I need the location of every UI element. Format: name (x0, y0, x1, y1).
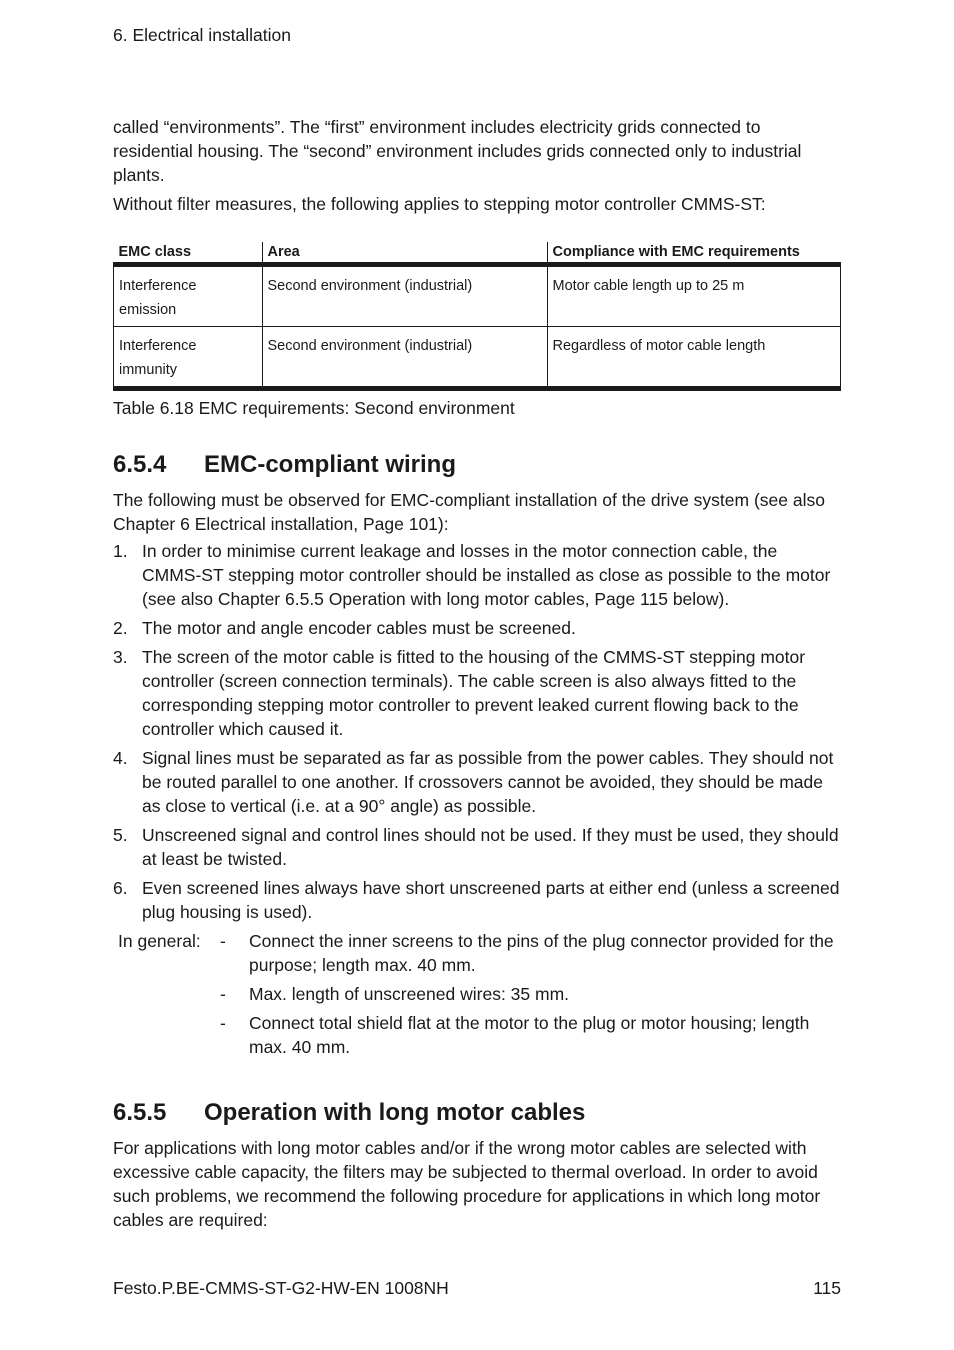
section-heading (113, 1098, 841, 1128)
list-number: 1. (113, 541, 128, 561)
list-item (113, 876, 841, 924)
section-number: 6.5.4 (113, 451, 167, 478)
intro-paragraph-2: Without filter measures, the following applies to stepping motor controller CMMS-ST: (113, 194, 766, 214)
general-label: In general: (118, 931, 201, 951)
table-cell: Interference immunity (114, 327, 263, 389)
bullet-dash: - (220, 1013, 226, 1033)
list-text: In order to minimise current leakage and losses in the motor connection cable, the CMMS-ST stepping motor controller should be installed as close as possible to the motor (see also Chapter 6.5.5 Operation with long motor cables, Page 115 below). (142, 541, 831, 609)
running-header: 6. Electrical installation (113, 25, 291, 45)
list-item (113, 645, 841, 741)
section-title: Operation with long motor cables (204, 1099, 586, 1126)
list-item (113, 823, 841, 871)
general-rules (113, 929, 841, 1064)
list-text: Connect the inner screens to the pins of the plug connector provided for the purpose; length max. 40 mm. (249, 931, 834, 975)
table-header-cell: EMC class (114, 242, 263, 265)
list-text: Max. length of unscreened wires: 35 mm. (249, 984, 570, 1004)
table-cell: Interference emission (114, 265, 263, 327)
table-cell: Second environment (industrial) (262, 265, 547, 327)
list-number: 2. (113, 618, 128, 638)
section-number: 6.5.5 (113, 1099, 167, 1126)
section-paragraph: For applications with long motor cables and/or if the wrong motor cables are selected with excessive cable capacity, the filters may be subjected to thermal overload. In order to avoid such problems, we recommend the following procedure for applications in which long motor cables are required: (113, 1138, 821, 1230)
section-intro: The following must be observed for EMC-compliant installation of the drive system (see also Chapter 6 Electrical installation, Page 101): (113, 490, 825, 534)
table-header-cell: Compliance with EMC requirements (547, 242, 841, 265)
page-number: 115 (813, 1278, 841, 1298)
bullet-dash: - (220, 931, 226, 951)
list-item (215, 982, 841, 1006)
list-item (113, 746, 841, 818)
list-number: 3. (113, 647, 128, 667)
bullet-dash: - (220, 984, 226, 1004)
list-item (113, 539, 841, 611)
intro-paragraph: called “environments”. The “first” environment includes electricity grids connected to residential housing. The “second” environment includes grids connected only to industrial plants. (113, 117, 802, 185)
list-number: 6. (113, 878, 128, 898)
list-number: 4. (113, 748, 128, 768)
list-text: The motor and angle encoder cables must be screened. (142, 618, 576, 638)
emc-requirements-table (113, 242, 841, 391)
table-caption: Table 6.18 EMC requirements: Second environment (113, 398, 515, 418)
table-cell: Motor cable length up to 25 m (547, 265, 841, 327)
table-cell: Second environment (industrial) (262, 327, 547, 389)
table-header-cell: Area (262, 242, 547, 265)
footer-doc-id: Festo.P.BE-CMMS-ST-G2-HW-EN 1008NH (113, 1278, 449, 1298)
list-number: 5. (113, 825, 128, 845)
list-text: The screen of the motor cable is fitted to the housing of the CMMS-ST stepping motor controller (screen connection terminals). The cable screen is also always fitted to the corresponding stepping motor controller to prevent leaked current flowing back to the controller which caused it. (142, 647, 806, 739)
section-heading (113, 450, 841, 480)
list-item (215, 1011, 841, 1059)
list-text: Connect total shield flat at the motor to the plug or motor housing; length max. 40 mm. (249, 1013, 810, 1057)
list-text: Even screened lines always have short unscreened parts at either end (unless a screened plug housing is used). (142, 878, 840, 922)
table-cell: Regardless of motor cable length (547, 327, 841, 389)
wiring-rules-list (113, 539, 841, 924)
table-row (114, 327, 841, 389)
list-text: Unscreened signal and control lines should not be used. If they must be used, they should at least be twisted. (142, 825, 839, 869)
list-text: Signal lines must be separated as far as possible from the power cables. They should not be routed parallel to one another. If crossovers cannot be avoided, they should be made as close to vertical (i.e. at a 90° angle) as possible. (142, 748, 834, 816)
section-title: EMC-compliant wiring (204, 451, 456, 478)
general-rules-list (215, 929, 841, 1064)
table-header-row (114, 242, 841, 265)
table-row (114, 265, 841, 327)
list-item (113, 616, 841, 640)
page-content (113, 115, 841, 1232)
list-item (215, 929, 841, 977)
